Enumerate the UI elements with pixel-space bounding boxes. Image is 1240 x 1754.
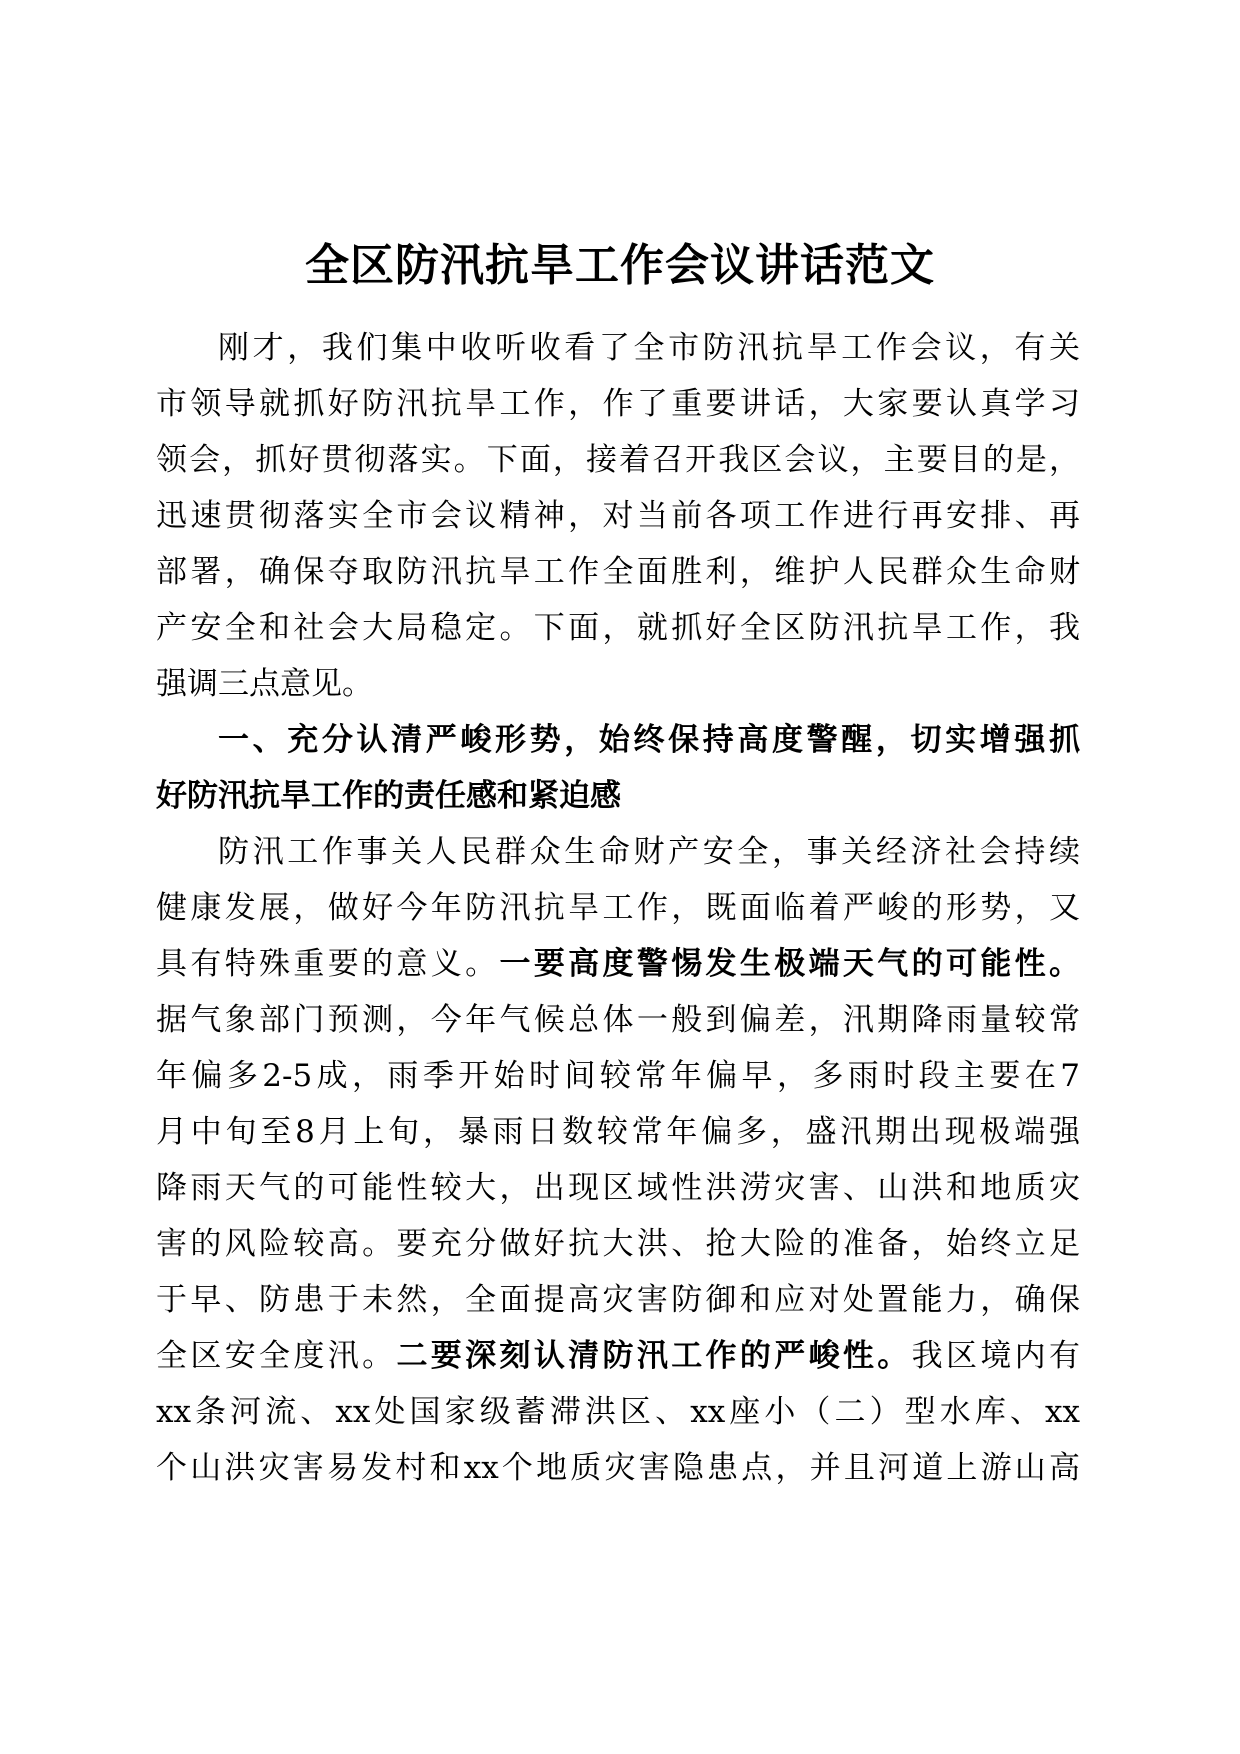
emphasis-point-1: 一要高度警惕发生极端天气的可能性。: [499, 946, 1081, 982]
paragraph-1-line: 迅速贯彻落实全市会议精神，对当前各项工作进行再安排、再: [156, 498, 1080, 534]
paragraph-2-text: 具有特殊重要的意义。: [156, 946, 500, 982]
paragraph-2-line: [156, 936, 1080, 992]
paragraph-2-text: 我区境内有: [911, 1338, 1081, 1374]
paragraph-2-line: 防汛工作事关人民群众生命财产安全，事关经济社会持续: [218, 834, 1080, 870]
paragraph-2-line: 个山洪灾害易发村和xx个地质灾害隐患点，并且河道上游山高: [156, 1450, 1080, 1486]
section-1-heading-line: 好防汛抗旱工作的责任感和紧迫感: [156, 778, 621, 814]
document-title: 全区防汛抗旱工作会议讲话范文: [305, 240, 935, 291]
paragraph-2-line: 害的风险较高。要充分做好抗大洪、抢大险的准备，始终立足: [156, 1226, 1080, 1262]
paragraph-2-line: 降雨天气的可能性较大，出现区域性洪涝灾害、山洪和地质灾: [156, 1170, 1080, 1206]
paragraph-2-line: [156, 1328, 1080, 1384]
paragraph-2-line: 月中旬至8月上旬，暴雨日数较常年偏多，盛汛期出现极端强: [156, 1114, 1080, 1150]
paragraph-1-line: 产安全和社会大局稳定。下面，就抓好全区防汛抗旱工作，我: [156, 610, 1080, 646]
paragraph-1-line: 市领导就抓好防汛抗旱工作，作了重要讲话，大家要认真学习: [156, 386, 1080, 422]
paragraph-2-line: xx条河流、xx处国家级蓄滞洪区、xx座小（二）型水库、xx: [156, 1394, 1080, 1430]
emphasis-point-2: 二要深刻认清防汛工作的严峻性。: [396, 1338, 912, 1374]
paragraph-1-line: 强调三点意见。: [156, 666, 373, 702]
document-body: [156, 320, 1080, 1496]
paragraph-2-line: 年偏多2-5成，雨季开始时间较常年偏早，多雨时段主要在7: [156, 1058, 1080, 1094]
paragraph-2-line: 据气象部门预测，今年气候总体一般到偏差，汛期降雨量较常: [156, 1002, 1080, 1038]
paragraph-1-line: 刚才，我们集中收听收看了全市防汛抗旱工作会议，有关: [218, 330, 1080, 366]
paragraph-1-line: 领会，抓好贯彻落实。下面，接着召开我区会议，主要目的是，: [156, 442, 1080, 478]
section-1-heading-line: 一、充分认清严峻形势，始终保持高度警醒，切实增强抓: [218, 722, 1080, 758]
paragraph-2-line: 健康发展，做好今年防汛抗旱工作，既面临着严峻的形势，又: [156, 890, 1080, 926]
paragraph-2-line: 于早、防患于未然，全面提高灾害防御和应对处置能力，确保: [156, 1282, 1080, 1318]
paragraph-2-text: 全区安全度汛。: [156, 1338, 397, 1374]
paragraph-1-line: 部署，确保夺取防汛抗旱工作全面胜利，维护人民群众生命财: [156, 554, 1080, 590]
